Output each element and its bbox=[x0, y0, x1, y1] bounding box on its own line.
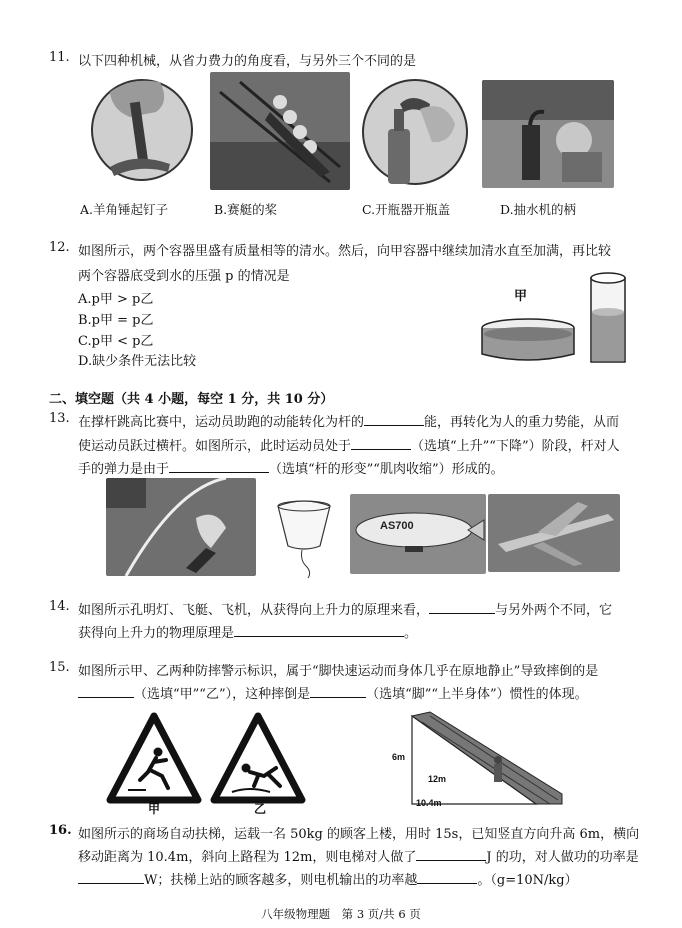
q15-blank-1[interactable] bbox=[78, 685, 134, 698]
q15-blank-2[interactable] bbox=[310, 685, 366, 698]
q16-line2 bbox=[78, 846, 639, 865]
escalator-label-10-4m: 10.4m bbox=[416, 798, 442, 808]
q13-line1-b: 能，再转化为人的重力势能，从而 bbox=[424, 415, 620, 430]
q15-line2-b: （选填“脚”“上半身体”）惯性的体现。 bbox=[366, 687, 588, 702]
q15-sign-jia bbox=[110, 716, 198, 800]
q16-line3-b: 。（g=10N/kg） bbox=[477, 873, 578, 888]
q11-option-a: A.羊角锤起钉子 bbox=[80, 202, 169, 217]
q12-stem-line2: 两个容器底受到水的压强 p 的情况是 bbox=[78, 269, 290, 284]
q14-line1-a: 如图所示孔明灯、飞艇、飞机，从获得向上升力的原理来看， bbox=[78, 603, 430, 618]
q13-line3-a: 手的弹力是由于 bbox=[78, 462, 170, 477]
q13-line2 bbox=[78, 435, 620, 454]
q16-line2-a: 移动距离为 10.4m，斜向上路程为 12m，则电梯对人做了 bbox=[78, 850, 417, 865]
q15-line1: 如图所示甲、乙两种防摔警示标识，属于“脚快速运动而身体几乎在原地静止”导致摔倒的是 bbox=[78, 664, 599, 679]
q13-line2-b: （选填“上升”“下降”）阶段，杆对人 bbox=[411, 439, 620, 454]
q12-label-jia: 甲 bbox=[514, 289, 528, 304]
q14-image-sky-lantern bbox=[272, 494, 336, 580]
q13-line1 bbox=[78, 411, 619, 430]
q16-blank-1[interactable] bbox=[416, 848, 486, 861]
q11-option-b: B.赛艇的桨 bbox=[214, 202, 278, 217]
q12-option-c: C.p甲 < p乙 bbox=[78, 334, 154, 349]
q15-sign-label-yi: 乙 bbox=[254, 802, 267, 816]
q12-number: 12. bbox=[49, 240, 70, 255]
page-footer: 八年级物理题 第 3 页/共 6 页 bbox=[261, 907, 421, 921]
q14-image-airplane bbox=[488, 494, 620, 572]
q14-line1 bbox=[78, 599, 612, 618]
q16-escalator-figure bbox=[386, 708, 566, 812]
q12-containers-figure bbox=[478, 270, 638, 370]
q13-line3 bbox=[78, 458, 504, 477]
q13-image-pole-vault bbox=[106, 478, 256, 576]
q14-line2 bbox=[78, 622, 417, 641]
q14-image-airship bbox=[350, 494, 486, 574]
q11-image-bottle-opener bbox=[360, 74, 470, 190]
q15-warning-signs bbox=[106, 710, 306, 820]
q12-option-d: D.缺少条件无法比较 bbox=[78, 354, 197, 369]
q12-option-b: B.p甲 = p乙 bbox=[78, 313, 154, 328]
q11-option-c: C.开瓶器开瓶盖 bbox=[362, 202, 451, 217]
escalator-label-6m: 6m bbox=[392, 752, 406, 762]
q13-line3-b: （选填“杆的形变”“肌肉收缩”）形成的。 bbox=[269, 462, 504, 477]
q15-line2 bbox=[78, 683, 588, 702]
q16-line3 bbox=[78, 869, 578, 888]
q13-line1-a: 在撑杆跳高比赛中，运动员助跑的动能转化为杆的 bbox=[78, 415, 365, 430]
q11-image-hammer bbox=[90, 72, 195, 190]
q15-line2-a: （选填“甲”“乙”），这种摔倒是 bbox=[134, 687, 311, 702]
q16-blank-2[interactable] bbox=[78, 871, 144, 884]
q11-image-rowing bbox=[210, 72, 350, 190]
q16-line3-a: W；扶梯上站的顾客越多，则电机输出的功率越 bbox=[144, 873, 418, 888]
q14-line2-a: 获得向上升力的物理原理是 bbox=[78, 626, 235, 641]
q13-number: 13. bbox=[49, 411, 70, 426]
q11-option-d: D.抽水机的柄 bbox=[500, 202, 577, 217]
q14-airship-text: AS700 bbox=[380, 520, 414, 532]
q14-blank-2[interactable] bbox=[234, 624, 404, 637]
section2-title: 二、填空题（共 4 小题，每空 1 分，共 10 分） bbox=[49, 392, 334, 407]
q11-image-water-pump bbox=[482, 80, 614, 188]
q14-number: 14. bbox=[49, 599, 70, 614]
q12-stem-line1: 如图所示，两个容器里盛有质量相等的清水。然后，向甲容器中继续加清水直至加满，再比较 bbox=[78, 244, 612, 259]
q16-number: 16. bbox=[49, 823, 72, 838]
q15-sign-yi bbox=[214, 716, 302, 800]
q11-number: 11. bbox=[49, 50, 70, 65]
q13-blank-1[interactable] bbox=[364, 413, 424, 426]
q13-line2-a: 使运动员跃过横杆。如图所示，此时运动员处于 bbox=[78, 439, 352, 454]
q14-line1-b: 与另外两个不同，它 bbox=[495, 603, 613, 618]
q14-blank-1[interactable] bbox=[429, 601, 495, 614]
q16-line1: 如图所示的商场自动扶梯，运载一名 50kg 的顾客上楼，用时 15s，已知竖直方向升高 6m，横向 bbox=[78, 827, 640, 842]
q11-stem: 以下四种机械，从省力费力的角度看，与另外三个不同的是 bbox=[78, 54, 417, 69]
q13-blank-3[interactable] bbox=[169, 460, 269, 473]
q16-line2-b: J 的功，对人做功的功率是 bbox=[486, 850, 639, 865]
escalator-label-12m: 12m bbox=[428, 774, 447, 784]
q15-number: 15. bbox=[49, 660, 70, 675]
q16-blank-3[interactable] bbox=[417, 871, 477, 884]
q12-option-a: A.p甲 > p乙 bbox=[78, 292, 154, 307]
q14-line2-b: 。 bbox=[404, 626, 418, 641]
q13-blank-2[interactable] bbox=[351, 437, 411, 450]
q15-sign-label-jia: 甲 bbox=[148, 802, 161, 816]
